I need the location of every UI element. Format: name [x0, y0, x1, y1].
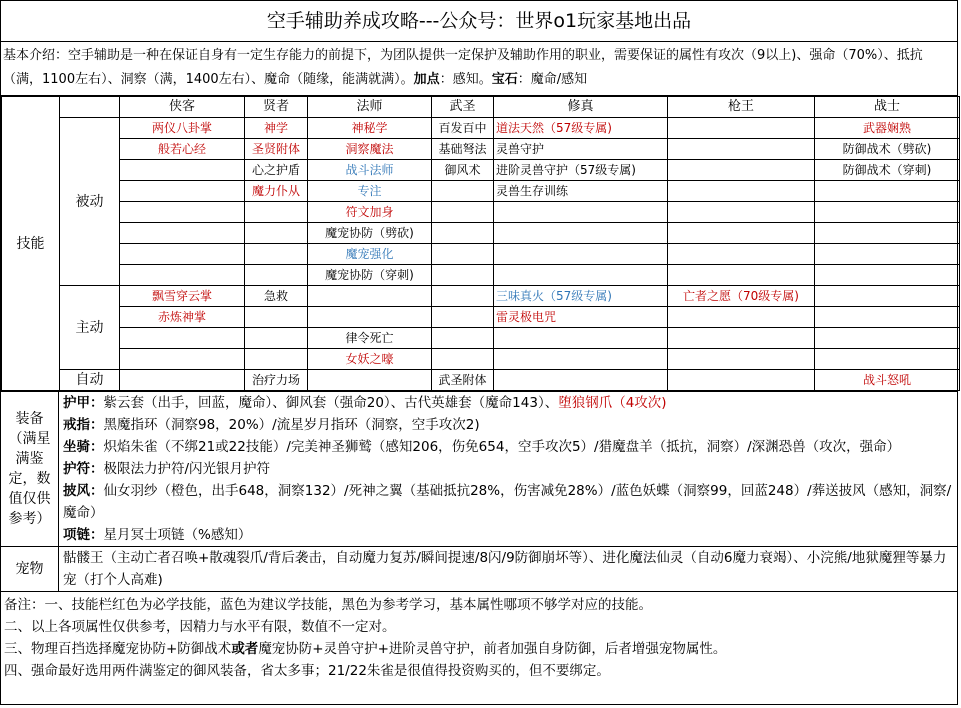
skill-cell [668, 181, 815, 202]
skill-cell [815, 223, 960, 244]
skill-row-passive [2, 160, 960, 181]
skill-cell: 基础弩法 [432, 139, 494, 160]
skill-cell [668, 160, 815, 181]
skill-cell [120, 223, 245, 244]
pets-content: 骷髅王（主动亡者召唤+散魂裂爪/背后袭击，自动魔力复苏/瞬间提速/8闪/9防御崩坏等）、进化魔法仙灵（自动6魔力衰竭）、小浣熊/地狱魔狸等暴力宠（打个人高难) [63, 550, 947, 588]
skill-cell: 般若心经 [120, 139, 245, 160]
note-line-2: 二、以上各项属性仅供参考，因精力与水平有限，数值不一定对。 [4, 619, 396, 635]
pets-block [1, 547, 957, 592]
note-3-part-a: 三、物理百挡选择魔宠协防+防御战术 [4, 641, 232, 657]
skill-cell: 洞察魔法 [308, 139, 432, 160]
skill-cell [668, 223, 815, 244]
skill-cell [668, 139, 815, 160]
amulet-text: 极限法力护符/闪光银月护符 [103, 461, 271, 477]
note-line-4: 四、强命最好选用两件满鉴定的御风装备，省太多事；21/22朱雀是很值得投资购买的，但不要绑定。 [4, 663, 610, 679]
header-zhanshi: 战士 [815, 97, 960, 118]
skill-cell [668, 265, 815, 286]
skill-cell: 心之护盾 [245, 160, 308, 181]
skill-row-active [2, 349, 960, 370]
armor-text: 紫云套（出手，回蓝，魔命）、御风套（强命20）、古代英雄套（魔命143）、 [103, 395, 559, 411]
skill-cell: 神秘学 [308, 118, 432, 139]
skill-cell [308, 286, 432, 307]
skill-cell [815, 328, 960, 349]
skills-section-label: 技能 [2, 97, 60, 391]
mount-label: 坐骑： [63, 439, 104, 455]
skill-cell [308, 307, 432, 328]
skill-cell [815, 265, 960, 286]
skill-cell [494, 223, 668, 244]
necklace-label: 项链： [63, 527, 104, 543]
skill-cell [432, 244, 494, 265]
skill-cell [668, 370, 815, 391]
cloak-label: 披风： [63, 483, 104, 499]
equip-mount-line [63, 436, 953, 458]
skill-cell: 魔宠协防（劈砍) [308, 223, 432, 244]
skill-cell [494, 265, 668, 286]
skill-cell [120, 160, 245, 181]
intro-paragraph [1, 42, 957, 96]
skill-row-auto [2, 370, 960, 391]
skill-cell [120, 265, 245, 286]
skill-row-passive [2, 223, 960, 244]
equip-necklace-line [63, 524, 953, 546]
skill-cell: 符文加身 [308, 202, 432, 223]
passive-group-label: 被动 [60, 118, 120, 286]
skill-cell [245, 244, 308, 265]
skill-row-passive [2, 118, 960, 139]
skill-cell [432, 202, 494, 223]
skill-cell: 灵兽生存训练 [494, 181, 668, 202]
skill-cell [494, 328, 668, 349]
skill-cell [668, 328, 815, 349]
cloak-text: 仙女羽纱（橙色，出手648，洞察132）/死神之翼（基础抵抗28%，伤害减免28%）/蓝色妖蝶（洞察99，回蓝248）/葬送披风（感知，洞察/魔命） [63, 483, 952, 521]
skill-cell [815, 244, 960, 265]
gem-text: ：魔命/感知 [517, 72, 588, 87]
header-fashi: 法师 [308, 97, 432, 118]
skill-cell: 女妖之嚎 [308, 349, 432, 370]
addpoint-text: ：感知。 [439, 72, 492, 87]
skill-cell: 道法天然（57级专属) [494, 118, 668, 139]
note-line-1: 备注：一、技能栏红色为必学技能，蓝色为建议学技能，黑色为参考学习，基本属性哪项不够学对应的技能。 [4, 597, 652, 613]
skill-cell: 飘雪穿云掌 [120, 286, 245, 307]
skill-cell [432, 265, 494, 286]
equipment-label: 装备（满星满鉴定，数值仅供参考） [1, 392, 59, 546]
active-group-label: 主动 [60, 286, 120, 370]
skill-cell [120, 244, 245, 265]
addpoint-label: 加点 [413, 72, 440, 87]
skill-cell: 武器娴熟 [815, 118, 960, 139]
skill-cell [120, 349, 245, 370]
skill-cell [668, 244, 815, 265]
skill-cell [494, 244, 668, 265]
skill-cell [245, 223, 308, 244]
skill-cell: 神学 [245, 118, 308, 139]
skills-header-row [2, 97, 960, 118]
skill-cell: 魔宠协防（穿刺) [308, 265, 432, 286]
skill-cell [668, 349, 815, 370]
skill-cell [245, 202, 308, 223]
skill-cell: 魔力仆从 [245, 181, 308, 202]
ring-label: 戒指： [63, 417, 104, 433]
skill-row-passive [2, 244, 960, 265]
skill-cell [120, 202, 245, 223]
page-title: 空手辅助养成攻略---公众号：世界o1玩家基地出品 [1, 1, 957, 42]
skill-cell: 武圣附体 [432, 370, 494, 391]
skill-cell [245, 265, 308, 286]
equip-cloak-line [63, 480, 953, 524]
skill-row-passive [2, 265, 960, 286]
skill-row-passive [2, 181, 960, 202]
skill-cell: 赤炼神掌 [120, 307, 245, 328]
auto-group-label: 自动 [60, 370, 120, 391]
skill-cell: 防御战术（穿刺) [815, 160, 960, 181]
skill-cell: 灵兽守护 [494, 139, 668, 160]
skill-cell: 战斗法师 [308, 160, 432, 181]
skill-row-active [2, 328, 960, 349]
skill-cell [494, 370, 668, 391]
skill-cell [668, 307, 815, 328]
equip-amulet-line [63, 458, 953, 480]
skill-row-active [2, 307, 960, 328]
skill-cell [432, 328, 494, 349]
skill-cell: 亡者之愿（70级专属) [668, 286, 815, 307]
note-line-3 [4, 638, 954, 660]
skill-row-passive [2, 139, 960, 160]
skill-cell [432, 181, 494, 202]
skill-cell: 雷灵极电咒 [494, 307, 668, 328]
armor-red-text: 堕狼钢爪（4攻次) [558, 395, 667, 411]
skill-cell: 御风术 [432, 160, 494, 181]
skill-cell: 律令死亡 [308, 328, 432, 349]
skill-cell: 专注 [308, 181, 432, 202]
gem-label: 宝石 [491, 72, 518, 87]
skill-cell [245, 349, 308, 370]
skill-cell [815, 181, 960, 202]
header-xiuzhen: 修真 [494, 97, 668, 118]
skill-cell: 急救 [245, 286, 308, 307]
skill-cell [494, 202, 668, 223]
skill-cell [245, 328, 308, 349]
skill-cell [120, 328, 245, 349]
pets-label: 宠物 [1, 547, 59, 591]
skills-table [1, 96, 960, 391]
skill-cell: 圣贤附体 [245, 139, 308, 160]
skill-row-active [2, 286, 960, 307]
mount-text: 炽焰朱雀（不绑21或22技能）/完美神圣狮鹫（感知206，伤免654，空手攻次5）/猎魔盘羊（抵抗，洞察）/深渊恐兽（攻次，强命） [103, 439, 901, 455]
amulet-label: 护符： [63, 461, 104, 477]
equipment-content [59, 392, 957, 546]
skill-cell [432, 286, 494, 307]
necklace-text: 星月冥士项链（%感知） [103, 527, 252, 543]
skill-cell [815, 286, 960, 307]
skill-cell: 进阶灵兽守护（57级专属) [494, 160, 668, 181]
skill-cell [308, 370, 432, 391]
skill-cell: 三味真火（57级专属) [494, 286, 668, 307]
skill-cell [815, 307, 960, 328]
header-wusheng: 武圣 [432, 97, 494, 118]
skill-cell [668, 118, 815, 139]
intro-text: 基本介绍：空手辅助是一种在保证自身有一定生存能力的前提下，为团队提供一定保护及辅助作用的职业，需要保证的属性有攻次（9以上)、强命（70%）、抵抗（满，1100左右）、洞察（满，1400左右）、魔命（随缘，能满就满）。 [3, 48, 923, 87]
skill-cell [815, 349, 960, 370]
header-xianzhe: 贤者 [245, 97, 308, 118]
skill-cell [432, 349, 494, 370]
header-xiake: 侠客 [120, 97, 245, 118]
skill-cell [815, 202, 960, 223]
skill-cell [245, 307, 308, 328]
ring-text: 黑魔指环（洞察98，20%）/流星岁月指环（洞察，空手攻次2) [103, 417, 480, 433]
skill-cell: 魔宠强化 [308, 244, 432, 265]
skill-cell [120, 181, 245, 202]
skill-cell [432, 307, 494, 328]
skill-cell [432, 223, 494, 244]
note-3-bold: 或者 [231, 641, 259, 657]
skill-cell: 治疗力场 [245, 370, 308, 391]
skill-cell [668, 202, 815, 223]
armor-label: 护甲： [63, 395, 104, 411]
skill-row-passive [2, 202, 960, 223]
equip-ring-line [63, 414, 953, 436]
skill-cell: 战斗怒吼 [815, 370, 960, 391]
equipment-block [1, 391, 957, 547]
skill-cell [120, 370, 245, 391]
note-3-part-c: 魔宠协防+灵兽守护+进阶灵兽守护，前者加强自身防御，后者增强宠物属性。 [258, 641, 727, 657]
notes-block [1, 592, 957, 684]
skill-cell: 百发百中 [432, 118, 494, 139]
skill-cell [494, 349, 668, 370]
equip-armor-line [63, 392, 953, 414]
skill-cell: 防御战术（劈砍) [815, 139, 960, 160]
header-qiangwang: 枪王 [668, 97, 815, 118]
corner-cell [60, 97, 120, 118]
skill-cell: 两仪八卦掌 [120, 118, 245, 139]
